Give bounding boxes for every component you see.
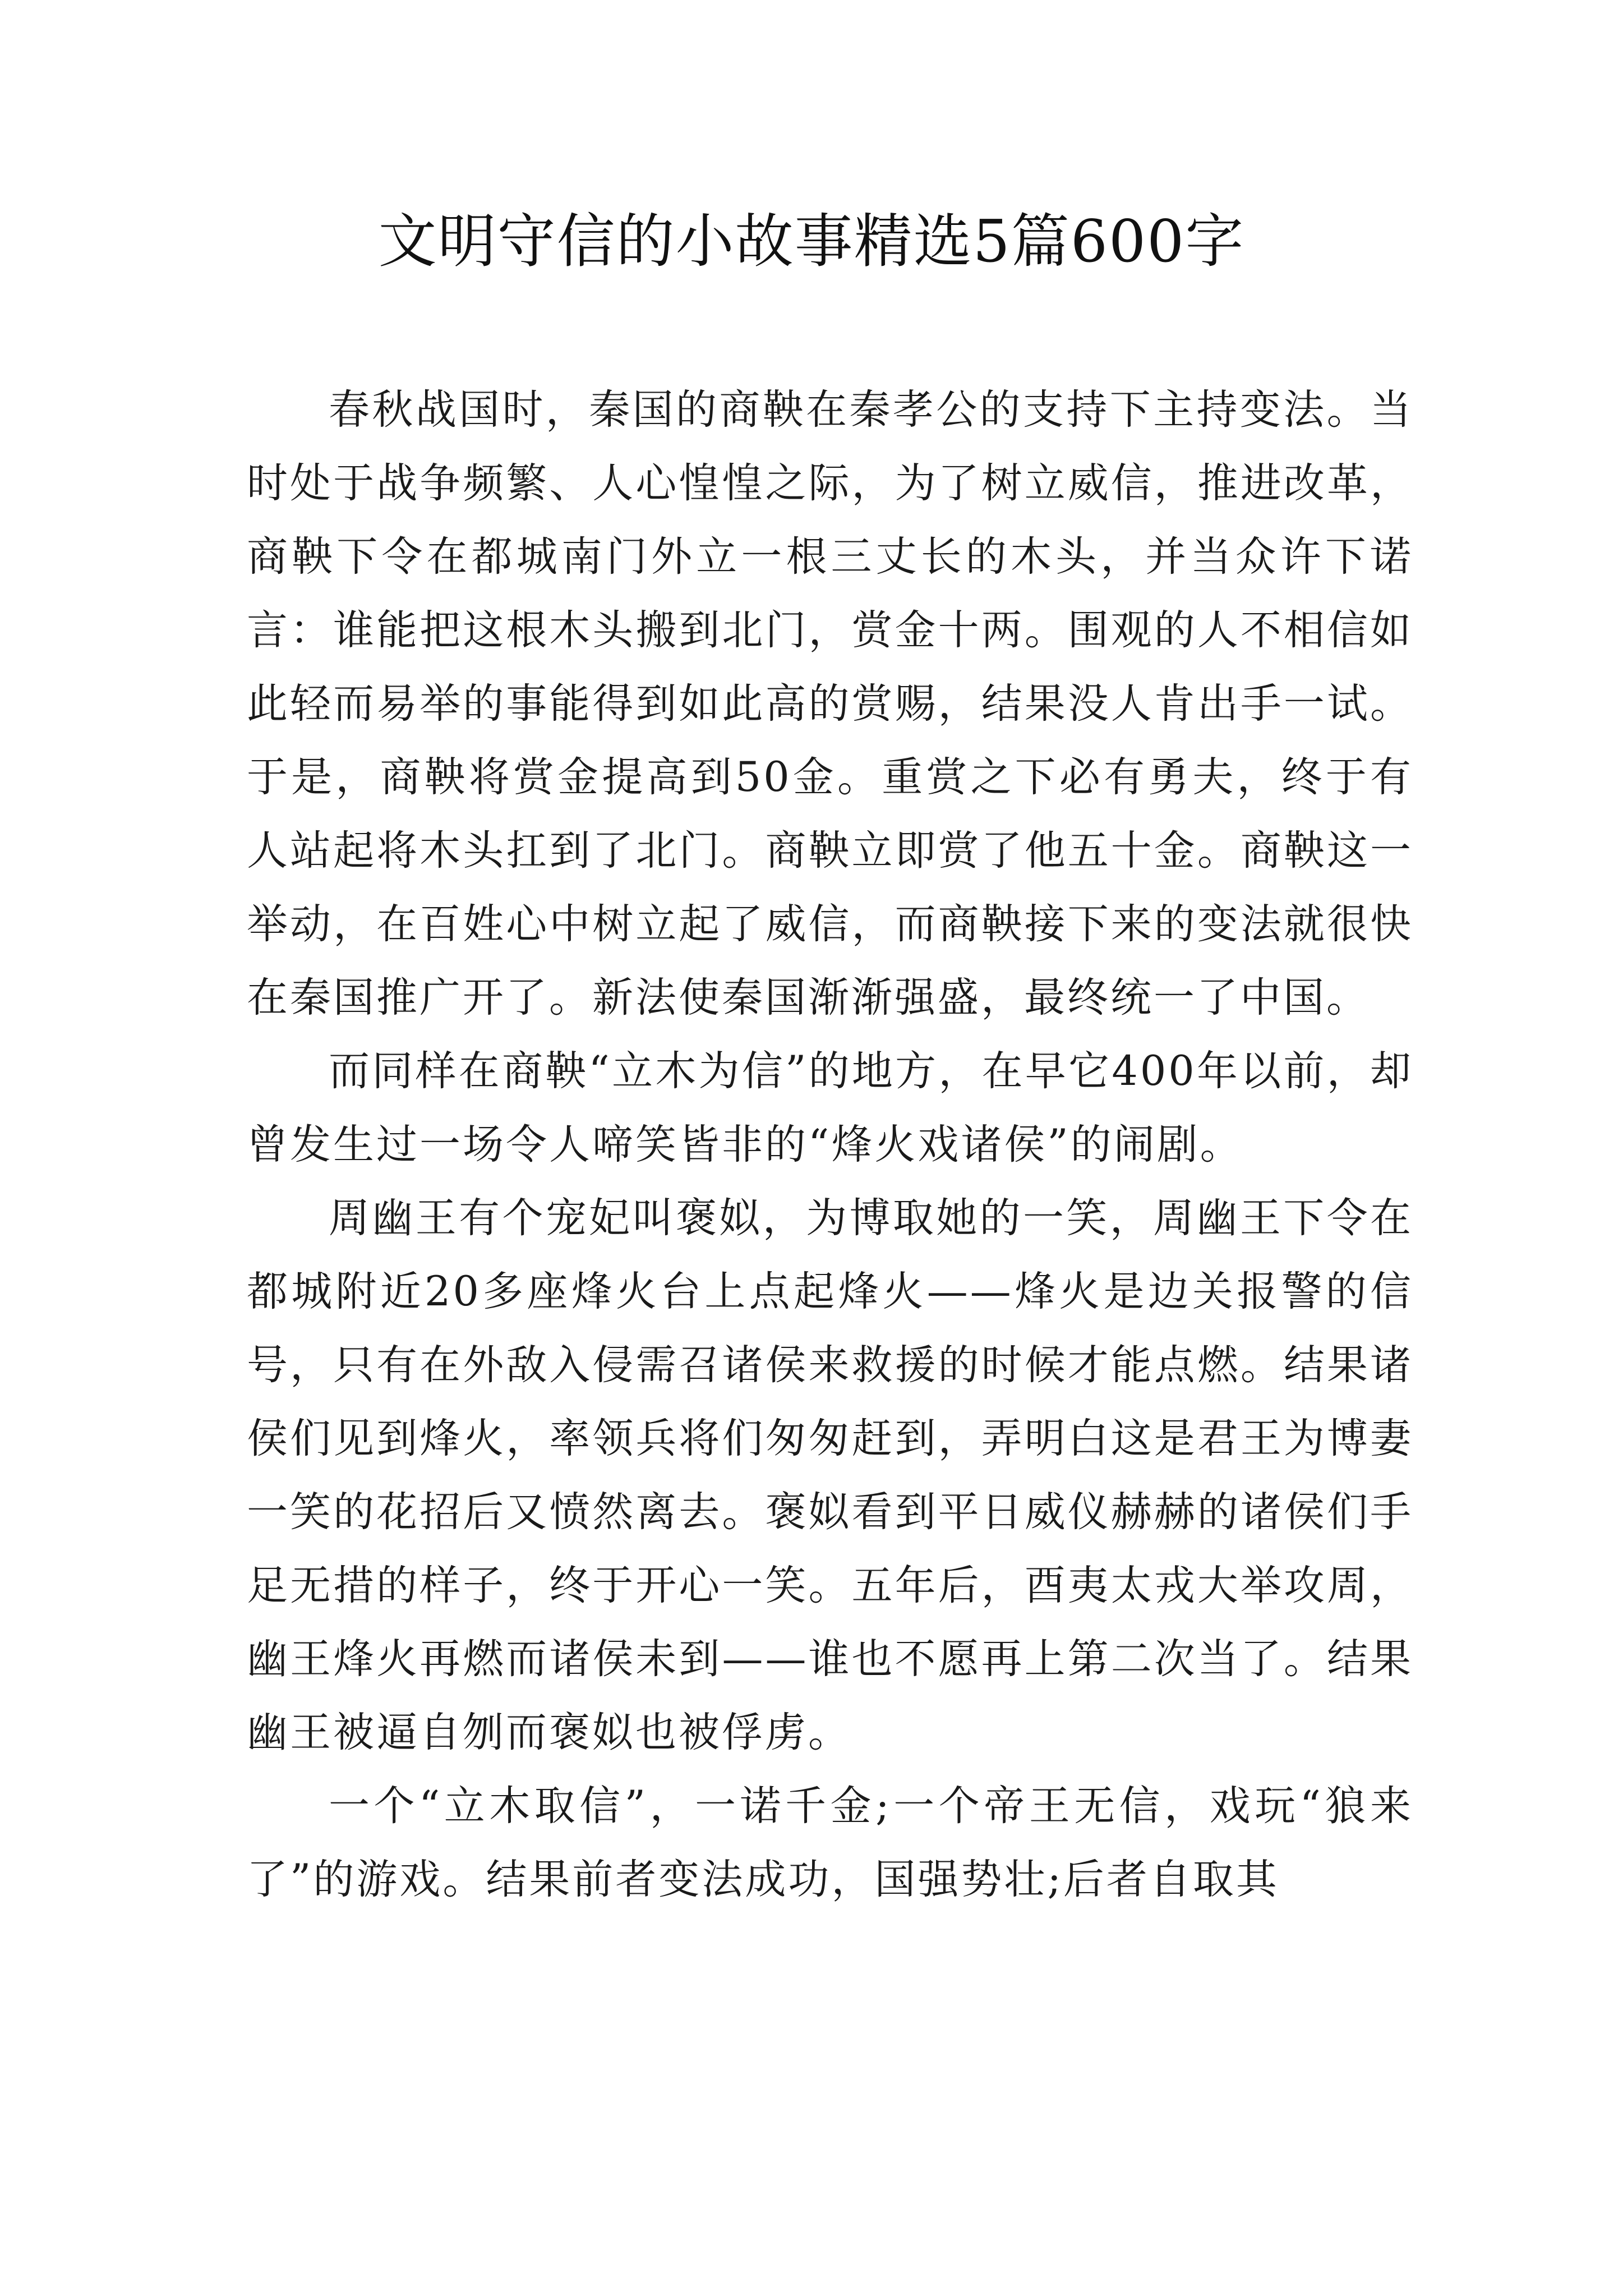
paragraph-4: 一个“立木取信”，一诺千金;一个帝王无信，戏玩“狼来了”的游戏。结果前者变法成功，国强势壮;后者自取其 (247, 1782, 1413, 1903)
paragraph-1: 春秋战国时，秦国的商鞅在秦孝公的支持下主持变法。当时处于战争频繁、人心惶惶之际，为了树立威信，推进改革，商鞅下令在都城南门外立一根三丈长的木头，并当众许下诺言：谁能把这根木头搬到北门，赏金十两。围观的人不相信如此轻而易举的事能得到如此高的赏赐，结果没人肯出手一试。于是，商鞅将赏金提高到50金。重赏之下必有勇夫，终于有人站起将木头扛到了北门。商鞅立即赏了他五十金。商鞅这一举动，在百姓心中树立起了威信，而商鞅接下来的变法就很快在秦国推广开了。新法使秦国渐渐强盛，最终统一了中国。 (247, 386, 1413, 1022)
paragraph-3: 周幽王有个宠妃叫褒姒，为博取她的一笑，周幽王下令在都城附近20多座烽火台上点起烽火——烽火是边关报警的信号，只有在外敌入侵需召诸侯来救援的时候才能点燃。结果诸侯们见到烽火，率领兵将们匆匆赶到，弄明白这是君王为博妻一笑的花招后又愤然离去。褒姒看到平日威仪赫赫的诸侯们手足无措的样子，终于开心一笑。五年后，酉夷太戎大举攻周，幽王烽火再燃而诸侯未到——谁也不愿再上第二次当了。结果幽王被逼自刎而褒姒也被俘虏。 (247, 1194, 1413, 1756)
document-title: 文明守信的小故事精选5篇600字 (378, 207, 1245, 275)
document-body (247, 373, 1413, 1916)
paragraph-2: 而同样在商鞅“立木为信”的地方，在早它400年以前，却曾发生过一场令人啼笑皆非的“烽火戏诸侯”的闹剧。 (247, 1047, 1413, 1168)
